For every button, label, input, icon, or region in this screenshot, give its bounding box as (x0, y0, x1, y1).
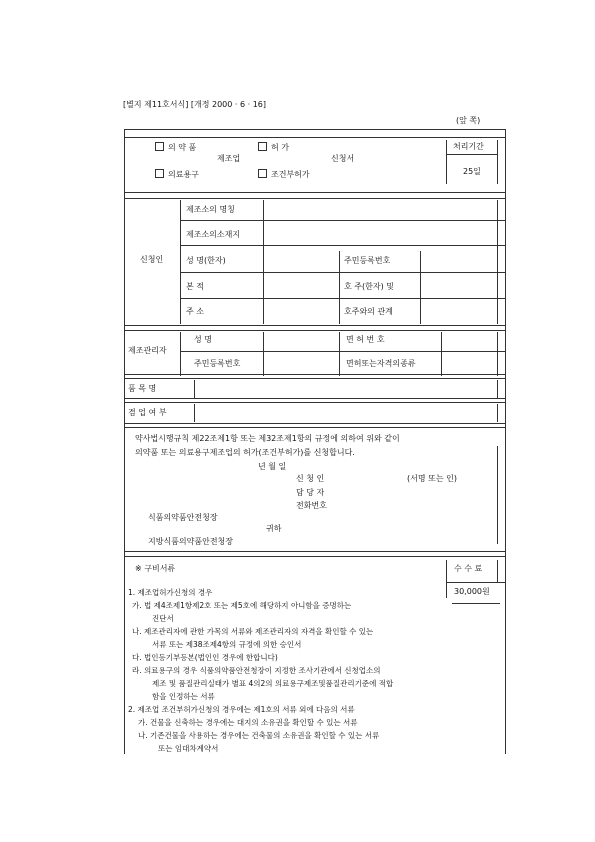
manager-name-label: 성 명 (194, 335, 212, 344)
agency-recipient-2: 지방식품의약품안전청장 (148, 537, 234, 546)
option-label: 의 약 품 (168, 143, 197, 152)
applicant-address-label: 주 소 (186, 307, 204, 316)
form-number: [별지 제11호서식] [개정 2000 · 6 · 16] (123, 100, 267, 109)
product-name-label: 품 목 명 (128, 384, 157, 393)
checkbox-drug[interactable] (155, 142, 196, 152)
doc-line: 함을 인정하는 서류 (152, 692, 215, 701)
doc-line: 다. 법인등기부등본(법인인 경우에 한합니다) (132, 653, 278, 662)
statement-line-1: 약사법시행규칙 제22조제1항 또는 제32조제1항의 규정에 의하여 위와 같이 (135, 434, 400, 443)
applicant-sign-label: 신 청 인 (296, 474, 325, 483)
doc-line: 진단서 (152, 614, 174, 623)
page-side-label: (앞 쪽) (456, 116, 481, 125)
doc-line: 나. 제조관리자에 관한 가목의 서류와 제조관리자의 자격을 확인할 수 있는 (132, 627, 374, 636)
product-name-field[interactable] (196, 380, 495, 397)
title-mid-label: 제조업 (217, 154, 241, 163)
checkbox-icon (258, 169, 267, 178)
factory-name-label: 제조소의 명칭 (186, 205, 235, 214)
checkbox-icon (258, 142, 267, 151)
concurrent-business-field[interactable] (196, 404, 495, 421)
checkbox-permit[interactable] (258, 142, 289, 152)
fee-label: 수 수 료 (454, 564, 483, 573)
factory-name-field[interactable] (265, 201, 495, 219)
applicant-name-label: 성 명(한자) (186, 256, 226, 265)
manager-section-label: 제조관리자 (128, 346, 167, 355)
checkbox-conditional[interactable] (258, 169, 310, 179)
agency-recipient-1: 식품의약품안전청장 (148, 513, 218, 522)
option-label: 의료용구 (168, 170, 199, 179)
concurrent-business-label: 겸 업 여 부 (128, 408, 167, 417)
factory-address-field[interactable] (265, 223, 495, 243)
option-label: 허 가 (271, 143, 289, 152)
applicant-section-label: 신청인 (140, 255, 164, 264)
domicile-label: 본 적 (186, 282, 204, 291)
checkbox-device[interactable] (155, 169, 199, 179)
signature-note: (서명 또는 인) (407, 474, 457, 483)
checkbox-icon (155, 169, 164, 178)
doc-line: 1. 제조업허가신청의 경우 (128, 588, 213, 597)
doc-line: 2. 제조업 조건부허가신청의 경우에는 제1호의 서류 외에 다음의 서류 (128, 705, 355, 714)
processing-period-label: 처리기간 (453, 142, 484, 151)
license-number-label: 면 허 번 호 (346, 335, 385, 344)
phone-label: 전화번호 (296, 501, 327, 510)
doc-line: 제조 및 품질관리실태가 별표 4의2의 의료용구제조및품질관리기준에 적합 (152, 679, 394, 688)
doc-line: 서류 또는 제38조제4항의 규정에 의한 승인서 (152, 640, 302, 649)
person-in-charge-label: 담 당 자 (296, 488, 325, 497)
doc-line: 가. 건물을 신축하는 경우에는 대지의 소유권을 확인할 수 있는 서류 (138, 718, 358, 727)
household-head-label: 호 주(한자) 및 (344, 282, 394, 291)
option-label: 조건부허가 (271, 170, 310, 179)
applicant-rrn-label: 주민등록번호 (344, 256, 391, 265)
doc-line: 나. 기존건물을 사용하는 경우에는 건축물의 소유권을 확인할 수 있는 서류 (138, 731, 380, 740)
required-docs-label: ※ 구비서류 (135, 564, 176, 573)
factory-address-label: 제조소의소재지 (186, 230, 241, 239)
checkbox-icon (155, 142, 164, 151)
title-suffix: 신청서 (331, 154, 355, 163)
doc-line: 또는 임대차계약서 (158, 744, 219, 753)
fee-value: 30,000원 (454, 587, 490, 596)
date-line: 년 월 일 (258, 462, 287, 471)
statement-line-2: 의약품 또는 의료용구제조업의 허가(조건부허가)를 신청합니다. (135, 448, 355, 457)
processing-period-value: 25일 (463, 167, 481, 176)
recipient-honorific: 귀하 (266, 524, 282, 533)
relation-label: 호주와의 관계 (344, 307, 393, 316)
doc-line: 가. 법 제4조제1항제2호 또는 제5호에 해당하지 아니함을 증명하는 (132, 601, 352, 610)
doc-line: 라. 의료용구의 경우 식품의약품안전청장이 지정한 조사기관에서 신청업소의 (132, 666, 381, 675)
qualification-type-label: 면허또는자격의종류 (346, 359, 416, 368)
manager-rrn-label: 주민등록번호 (194, 359, 241, 368)
